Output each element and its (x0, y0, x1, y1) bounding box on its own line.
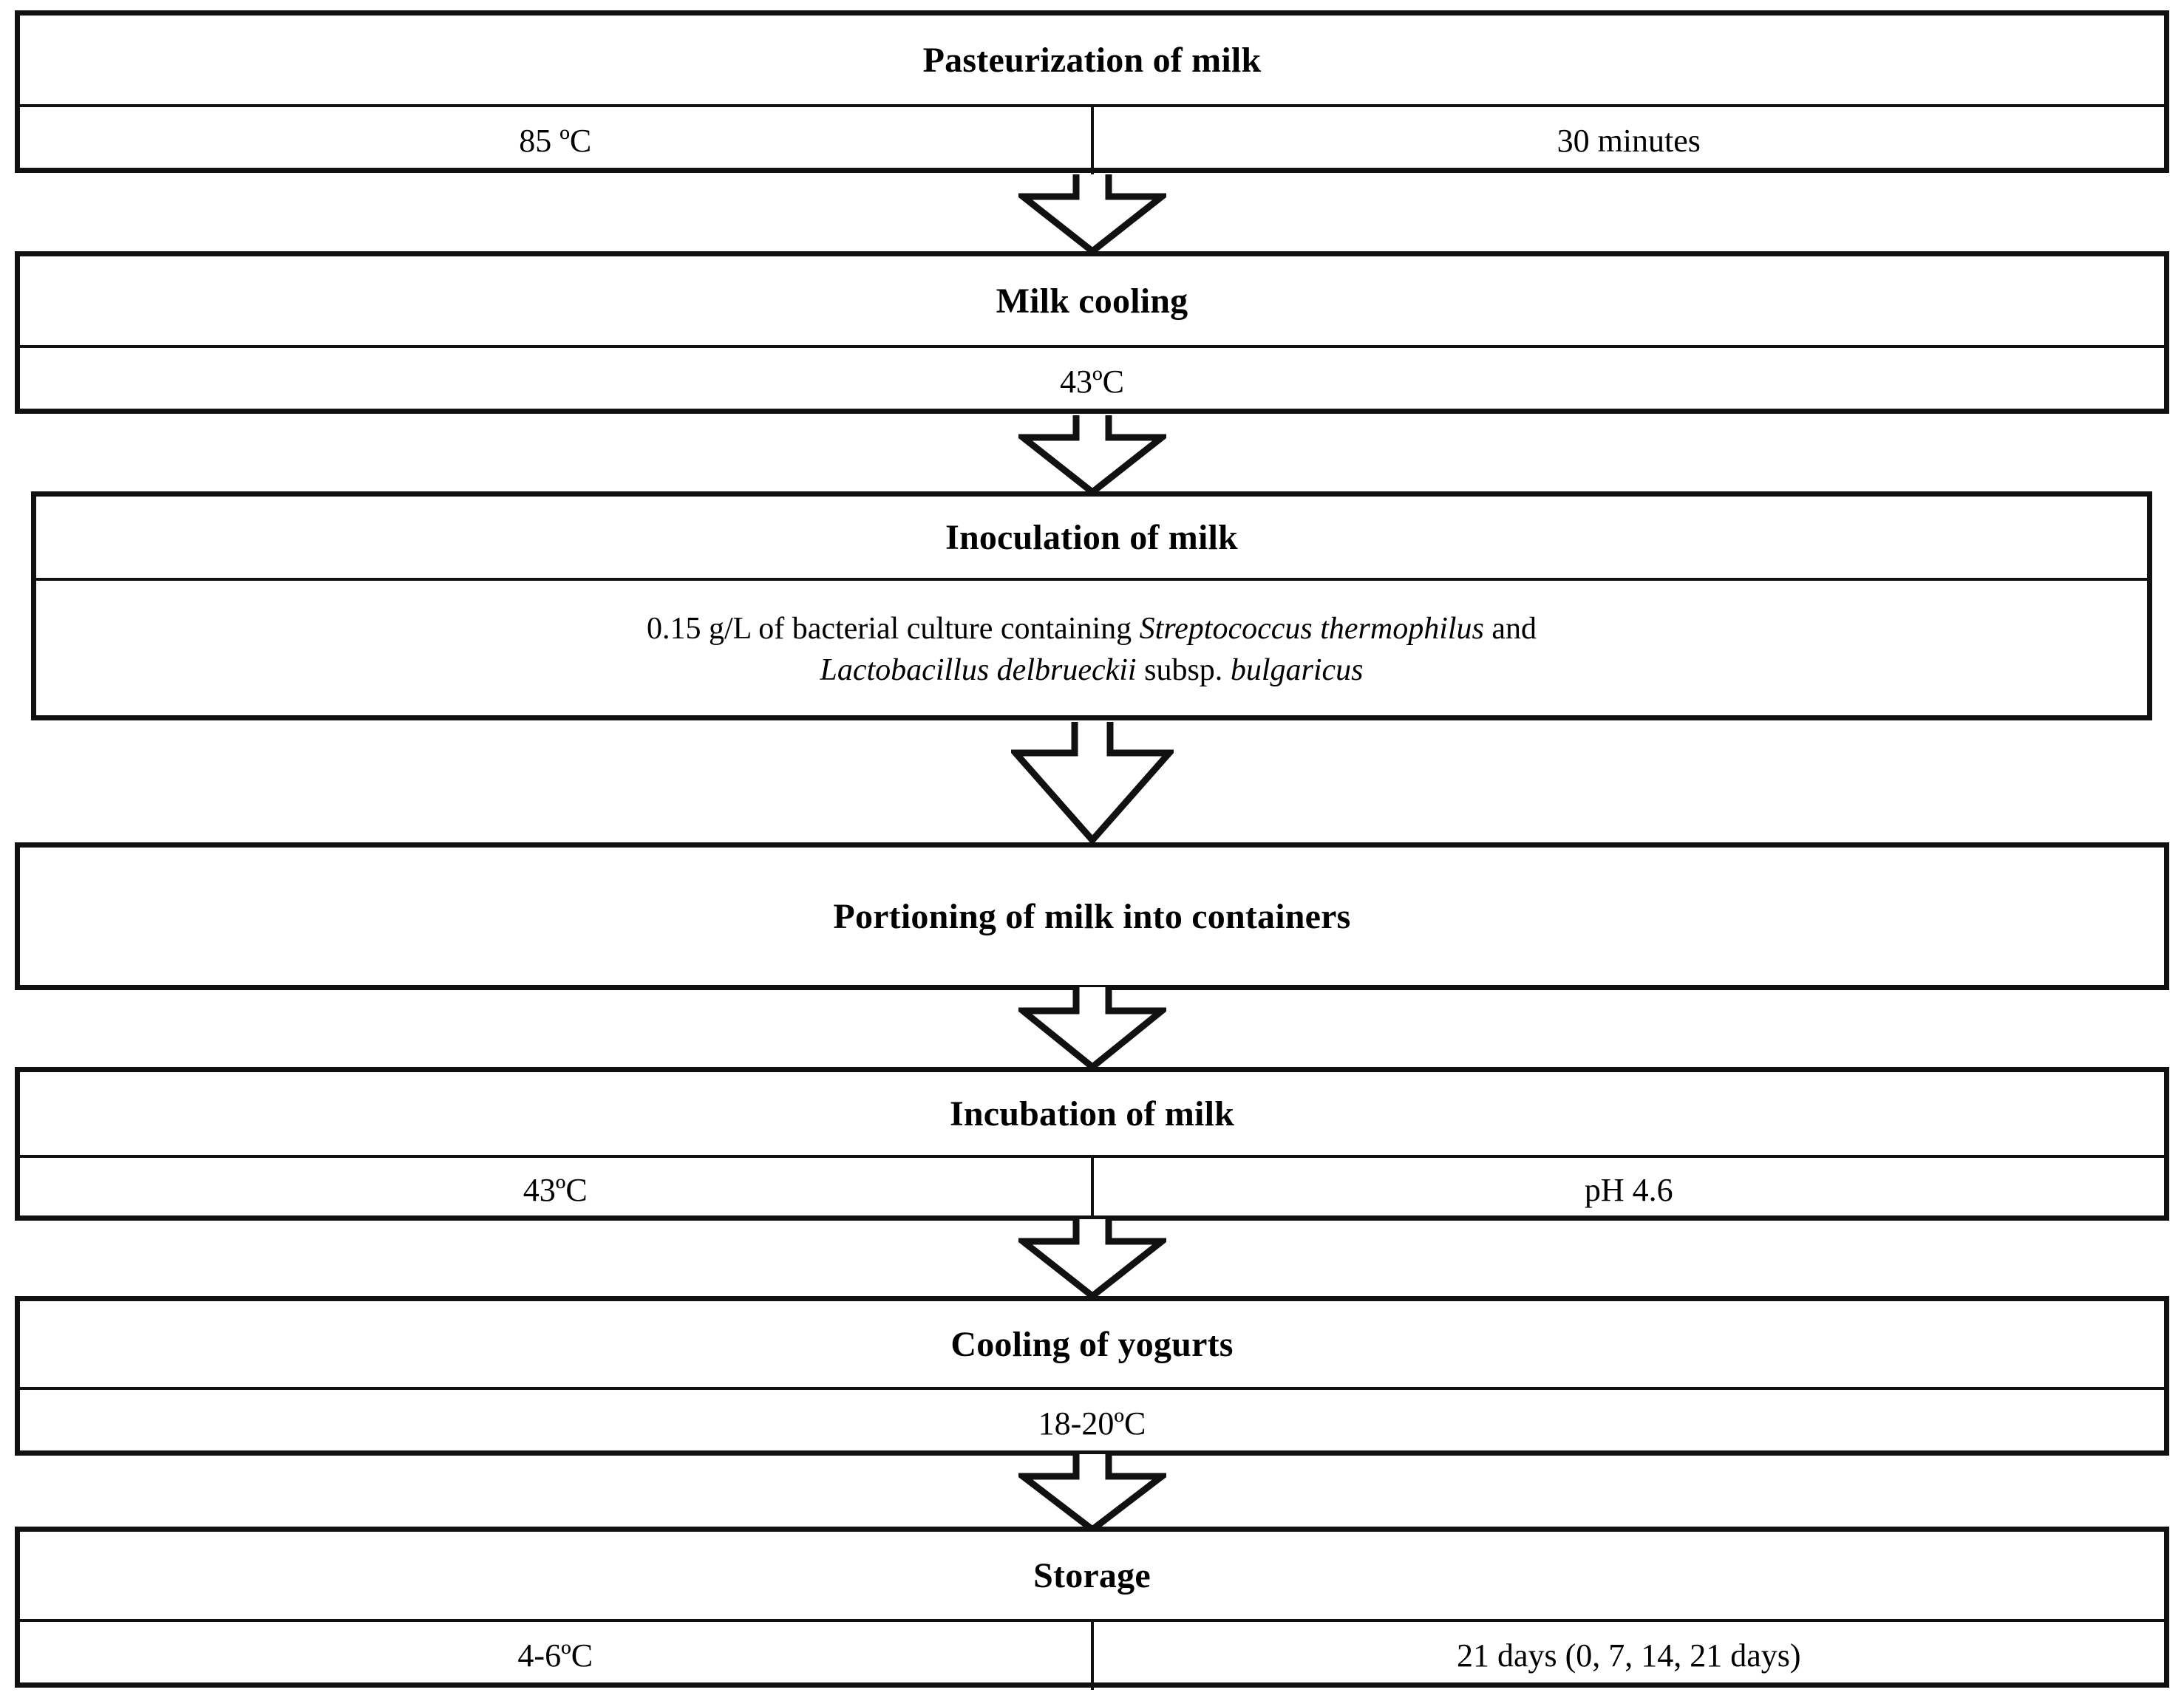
param-cooling-of-yogurts-temperature: 18-20ºC (1038, 1405, 1146, 1442)
step-title-cooling-of-yogurts: Cooling of yogurts (950, 1324, 1234, 1364)
connector-arrow-1 (1018, 174, 1166, 254)
step-box-storage (15, 1527, 2169, 1688)
step-params-pasteurization (20, 104, 2164, 175)
step-title-pasteurization: Pasteurization of milk (922, 40, 1262, 80)
step-box-pasteurization (15, 10, 2169, 173)
species-lactobacillus-delbrueckii: Lactobacillus delbrueckii (820, 653, 1137, 687)
param-pasteurization-duration: 30 minutes (1091, 107, 2165, 175)
step-box-milk-cooling (15, 251, 2169, 414)
connector-arrow-4 (1018, 987, 1166, 1070)
connector-arrow-2 (1018, 415, 1166, 495)
param-storage-duration: 21 days (0, 7, 14, 21 days) (1091, 1622, 2165, 1690)
culture-conjunction-text: and (1483, 611, 1537, 646)
step-box-inoculation (31, 491, 2152, 720)
step-title-storage: Storage (1033, 1555, 1151, 1595)
step-title-incubation: Incubation of milk (949, 1094, 1235, 1133)
step-title-portioning: Portioning of milk into containers (833, 896, 1351, 936)
param-incubation-ph: pH 4.6 (1091, 1158, 2165, 1223)
step-title-inoculation: Inoculation of milk (945, 517, 1238, 557)
culture-dose-text: 0.15 g/L of bacterial culture containing (646, 611, 1140, 646)
param-storage-temperature: 4-6ºC (517, 1637, 593, 1674)
step-params-milk-cooling (20, 345, 2164, 416)
step-params-incubation (20, 1155, 2164, 1223)
step-box-cooling-of-yogurts (15, 1296, 2169, 1456)
connector-arrow-6 (1018, 1454, 1166, 1532)
connector-arrow-3 (1011, 722, 1174, 844)
step-params-cooling-of-yogurts (20, 1387, 2164, 1458)
param-inoculation-culture-line2 (820, 649, 1364, 691)
param-inoculation-culture-line1 (647, 608, 1537, 649)
step-title-milk-cooling: Milk cooling (996, 281, 1188, 321)
taxon-rank-subsp: subsp. (1136, 653, 1231, 687)
param-incubation-temperature: 43ºC (523, 1171, 588, 1208)
connector-arrow-5 (1018, 1219, 1166, 1299)
step-box-incubation (15, 1067, 2169, 1221)
species-streptococcus-thermophilus: Streptococcus thermophilus (1139, 611, 1484, 646)
param-inoculation-culture (36, 581, 2147, 718)
step-box-portioning (15, 842, 2169, 990)
step-params-inoculation (36, 578, 2147, 718)
param-milk-cooling-temperature: 43ºC (1060, 363, 1124, 400)
param-pasteurization-temperature: 85 ºC (519, 122, 592, 159)
species-bulgaricus: bulgaricus (1230, 653, 1364, 687)
step-params-storage (20, 1619, 2164, 1690)
